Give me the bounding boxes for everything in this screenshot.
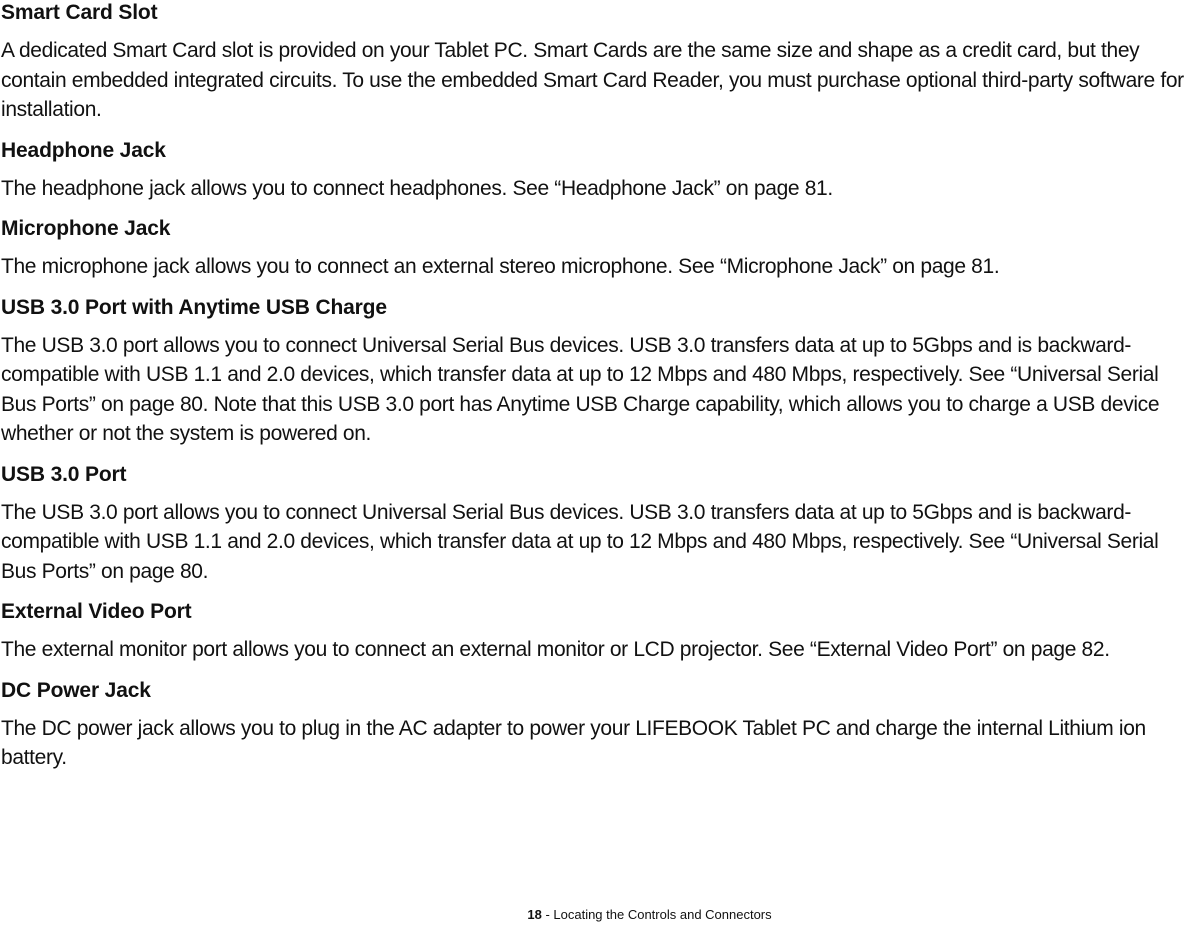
section-dc-power-jack bbox=[1, 678, 1189, 773]
section-headphone-jack bbox=[1, 138, 1189, 204]
section-heading: Headphone Jack bbox=[1, 138, 166, 162]
section-body: The microphone jack allows you to connect an external stereo microphone. See “Microphone Jack” on page 81. bbox=[1, 255, 1000, 278]
section-heading: USB 3.0 Port bbox=[1, 462, 127, 486]
page-footer bbox=[0, 906, 1189, 924]
section-heading: External Video Port bbox=[1, 600, 192, 623]
page-number: 18 bbox=[527, 907, 542, 922]
section-usb-port bbox=[1, 462, 1189, 587]
section-heading: DC Power Jack bbox=[1, 678, 151, 702]
section-microphone-jack bbox=[1, 216, 1189, 282]
section-usb-anytime-charge bbox=[1, 295, 1189, 449]
section-heading: Microphone Jack bbox=[1, 217, 171, 240]
section-heading: USB 3.0 Port with Anytime USB Charge bbox=[1, 295, 387, 319]
section-body: The DC power jack allows you to plug in the AC adapter to power your LIFEBOOK Tablet PC and charge the internal Lithium ion battery. bbox=[1, 716, 1146, 769]
chapter-title: Locating the Controls and Connectors bbox=[553, 907, 772, 922]
section-body: The USB 3.0 port allows you to connect Universal Serial Bus devices. USB 3.0 transfers data at up to 5Gbps and is backward-compatible with USB 1.1 and 2.0 devices, which transfer data at up to 12 Mbps and 480 Mbps, respectively. See “Universal Serial Bus Ports” on page 80. Note that this USB 3.0 port has Anytime USB Charge capability, which allows you to charge a USB device whether or not the system is powered on. bbox=[1, 333, 1160, 445]
section-body: The external monitor port allows you to connect an external monitor or LCD projector. See “External Video Port” on page 82. bbox=[1, 638, 1110, 661]
section-heading: Smart Card Slot bbox=[1, 1, 158, 24]
section-body: The headphone jack allows you to connect headphones. See “Headphone Jack” on page 81. bbox=[1, 176, 833, 200]
page-content bbox=[1, 0, 1189, 773]
section-body: The USB 3.0 port allows you to connect Universal Serial Bus devices. USB 3.0 transfers data at up to 5Gbps and is backward-compatible with USB 1.1 and 2.0 devices, which transfer data at up to 12 Mbps and 480 Mbps, respectively. See “Universal Serial Bus Ports” on page 80. bbox=[1, 500, 1159, 583]
section-smart-card-slot bbox=[1, 0, 1189, 125]
section-external-video-port bbox=[1, 599, 1189, 665]
section-body: A dedicated Smart Card slot is provided on your Tablet PC. Smart Cards are the same size and shape as a credit card, but they contain embedded integrated circuits. To use the embedded Smart Card Reader, you must purchase optional third-party software for installation. bbox=[1, 39, 1184, 121]
footer-separator: - bbox=[541, 907, 554, 922]
